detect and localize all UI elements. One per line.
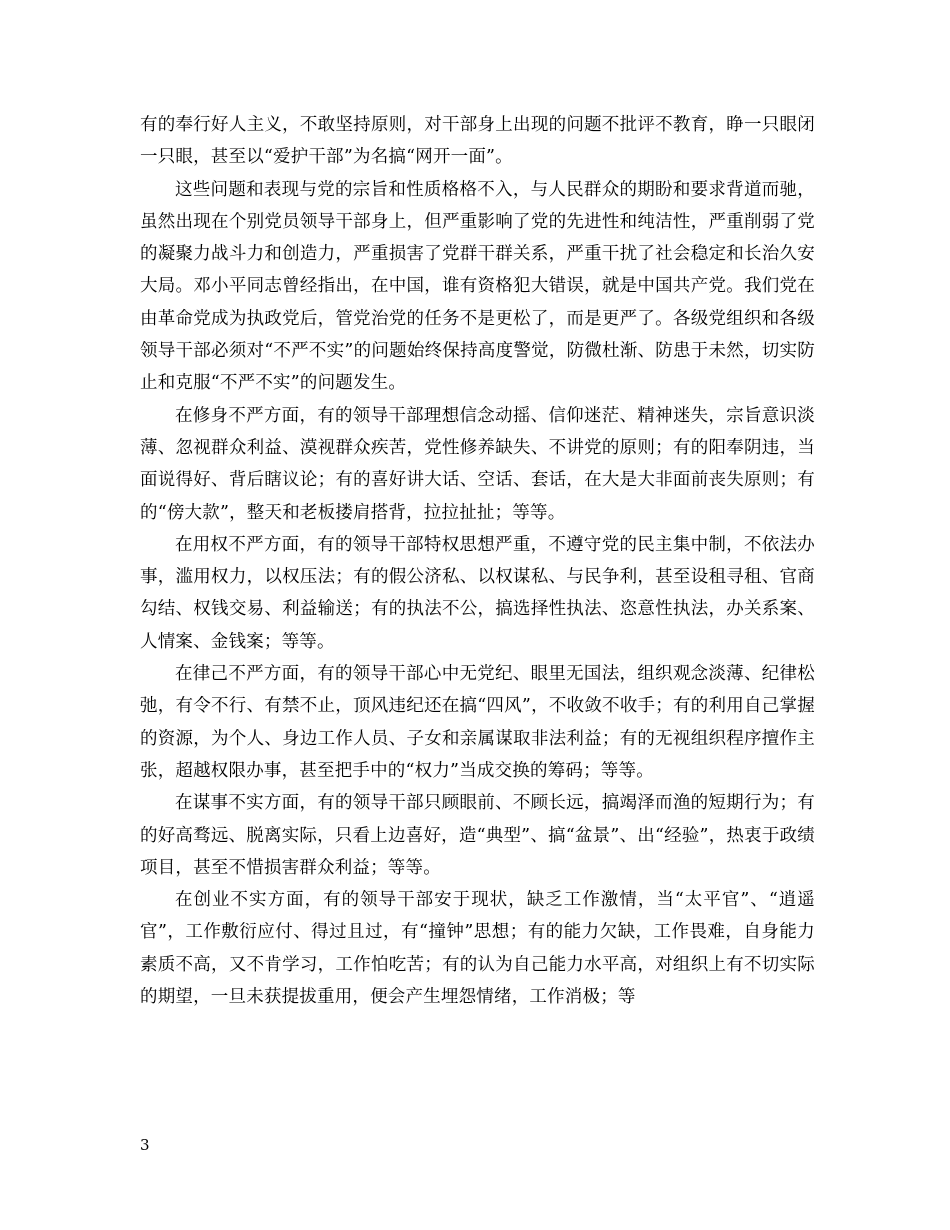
paragraph-1: 有的奉行好人主义，不敢坚持原则，对干部身上出现的问题不批评不教育，睁一只眼闭一只眼，甚至以“爱护干部”为名搞“网开一面”。 — [140, 115, 815, 168]
paragraph-2: 这些问题和表现与党的宗旨和性质格格不入，与人民群众的期盼和要求背道而驰，虽然出现在个别党员领导干部身上，但严重影响了党的先进性和纯洁性，严重削弱了党的凝聚力战斗力和创造力，严重损害了党群干群关系，严重干扰了社会稳定和长治久安大局。邓小平同志曾经指出，在中国，谁有资格犯大错误，就是中国共产党。我们党在由革命党成为执政党后，管党治党的任务不是更松了，而是更严了。各级党组织和各级领导干部必须对“不严不实”的问题始终保持高度警觉，防微杜渐、防患于未然，切实防止和克服“不严不实”的问题发生。 — [140, 179, 815, 394]
paragraph-7: 在创业不实方面，有的领导干部安于现状，缺乏工作激情，当“太平官”、“逍遥官”，工作敷衍应付、得过且过，有“撞钟”思想；有的能力欠缺，工作畏难，自身能力素质不高，又不肯学习，工作怕吃苦；有的认为自己能力水平高，对组织上有不切实际的期望，一旦未获提拔重用，便会产生埋怨情绪，工作消极；等 — [140, 890, 815, 1008]
document-body — [140, 109, 815, 1013]
paragraph-4: 在用权不严方面，有的领导干部特权思想严重，不遵守党的民主集中制，不依法办事，滥用权力，以权压法；有的假公济私、以权谋私、与民争利，甚至设租寻租、官商勾结、权钱交易、利益输送；有的执法不公，搞选择性执法、恣意性执法，办关系案、人情案、金钱案；等等。 — [140, 534, 815, 652]
page-number: 3 — [140, 1136, 150, 1154]
paragraph-3: 在修身不严方面，有的领导干部理想信念动摇、信仰迷茫、精神迷失，宗旨意识淡薄、忽视群众利益、漠视群众疾苦，党性修养缺失、不讲党的原则；有的阳奉阴违，当面说得好、背后瞎议论；有的喜好讲大话、空话、套话，在大是大非面前丧失原则；有的“傍大款”，整天和老板搂肩搭背，拉拉扯扯；等等。 — [140, 405, 815, 523]
paragraph-5: 在律己不严方面，有的领导干部心中无党纪、眼里无国法，组织观念淡薄、纪律松弛，有令不行、有禁不止，顶风违纪还在搞“四风”，不收敛不收手；有的利用自己掌握的资源，为个人、身边工作人员、子女和亲属谋取非法利益；有的无视组织程序擅作主张，超越权限办事，甚至把手中的“权力”当成交换的筹码；等等。 — [140, 664, 815, 781]
paragraph-6: 在谋事不实方面，有的领导干部只顾眼前、不顾长远，搞竭泽而渔的短期行为；有的好高骛远、脱离实际，只看上边喜好，造“典型”、搞“盆景”、出“经验”，热衷于政绩项目，甚至不惜损害群众利益；等等。 — [140, 793, 815, 878]
